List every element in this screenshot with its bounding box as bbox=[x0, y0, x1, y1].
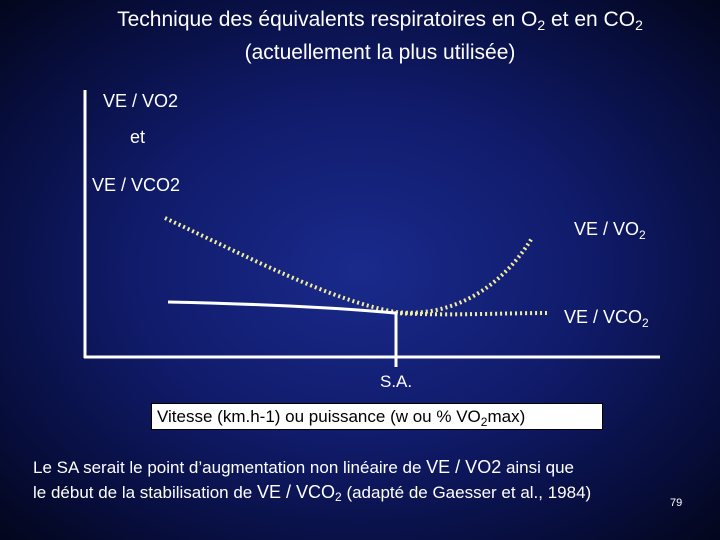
caption bbox=[33, 455, 591, 510]
curve-label-vo2-sub: 2 bbox=[639, 228, 646, 242]
curve-label-vo2-prefix: VE / VO bbox=[574, 219, 640, 239]
page-number: 79 bbox=[670, 497, 683, 509]
curve-label-vo2 bbox=[574, 219, 646, 242]
caption-line2-emph: VE / VCO bbox=[257, 482, 336, 502]
x-axis-label-sub: 2 bbox=[480, 415, 488, 429]
x-axis-label-box bbox=[151, 403, 603, 430]
caption-line2-end: (adapté de Gaesser et al., 1984) bbox=[341, 483, 592, 502]
title-part2: et en CO bbox=[545, 8, 636, 31]
curve-label-vco2 bbox=[564, 307, 649, 330]
y-label-et: et bbox=[130, 127, 146, 147]
caption-line1-text: Le SA serait le point d’augmentation non linéaire de bbox=[33, 458, 427, 477]
curve-ve-vco2-solid bbox=[168, 302, 395, 313]
x-axis-label-prefix: Vitesse (km.h-1) ou puissance (w ou % VO bbox=[157, 407, 481, 426]
y-label-vco2: VE / VCO2 bbox=[92, 175, 181, 195]
sa-label: S.A. bbox=[380, 372, 413, 391]
title-sub1: 2 bbox=[537, 17, 546, 33]
title-part1: Technique des équivalents respiratoires en O bbox=[117, 8, 538, 31]
curve-label-vco2-sub: 2 bbox=[642, 316, 649, 330]
curve-ve-vo2 bbox=[165, 218, 532, 313]
title-sub2: 2 bbox=[635, 17, 643, 33]
caption-line1-end: ainsi que bbox=[501, 458, 574, 477]
caption-line2-sub: 2 bbox=[335, 490, 342, 504]
caption-line1-emph: VE / VO2 bbox=[426, 457, 502, 477]
caption-line2-text: le début de la stabilisation de bbox=[33, 483, 257, 502]
title-line2: (actuellement la plus utilisée) bbox=[244, 41, 516, 64]
curve-label-vco2-prefix: VE / VCO bbox=[564, 307, 643, 327]
x-axis-label-suffix: max) bbox=[487, 407, 526, 426]
y-label-vo2: VE / VO2 bbox=[103, 91, 179, 111]
